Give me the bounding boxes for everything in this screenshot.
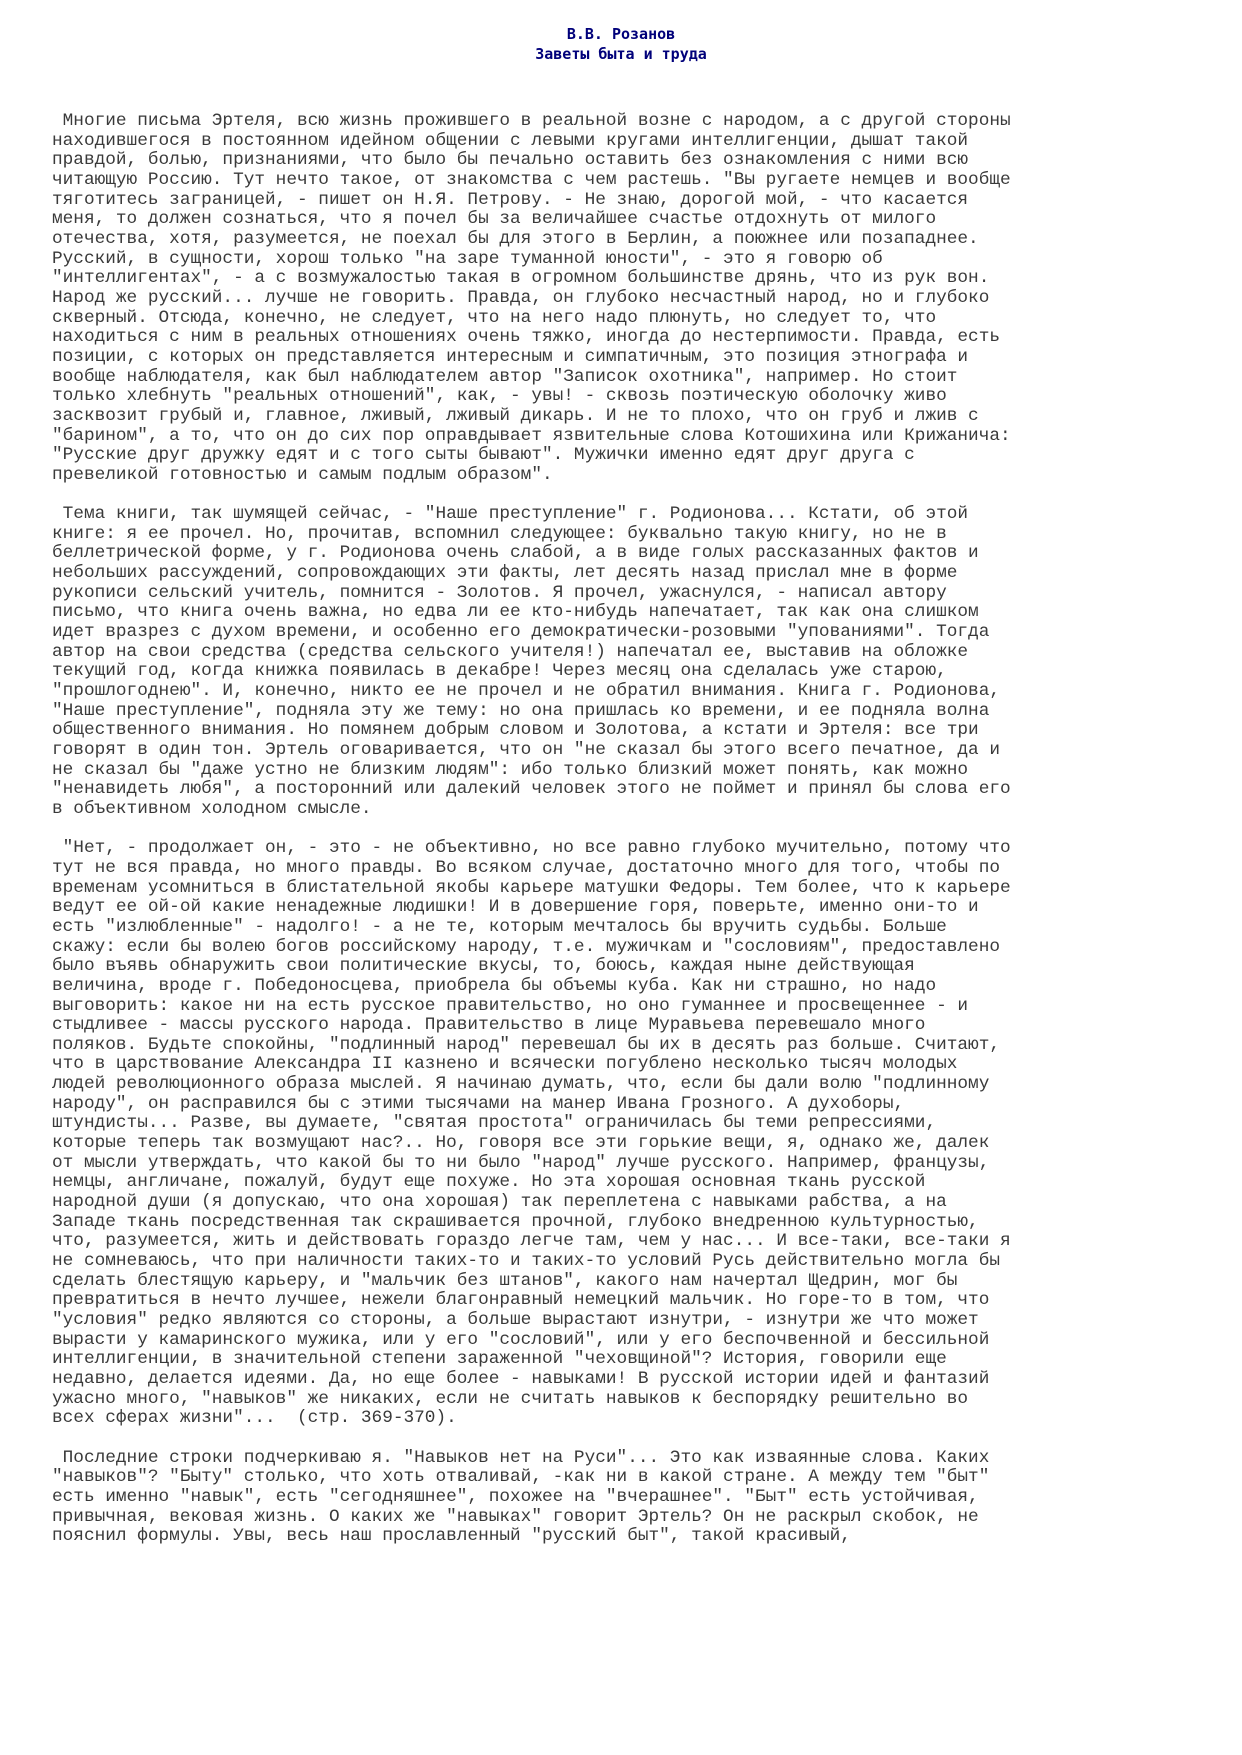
text-line: текущий год, когда книжка появилась в декабре! Через месяц она сделалась уже старою, bbox=[52, 661, 947, 682]
text-line: Народ же русский... лучше не говорить. Правда, он глубоко несчастный народ, но и глубоко bbox=[52, 287, 990, 308]
text-line: "Нет, - продолжает он, - это - не объективно, но все равно глубоко мучительно, потому что bbox=[52, 838, 1011, 859]
text-line: ведут ее ой-ой какие ненадежные людишки! И в довершение горя, поверьте, именно они-то и bbox=[52, 897, 979, 918]
text-line: величина, вроде г. Победоносцева, приобрела бы объемы куба. Как ни страшно, но надо bbox=[52, 975, 937, 996]
text-line: тяготитесь заграницей, - пишет он Н.Я. Петрову. - Не знаю, дорогой мой, - что касается bbox=[52, 189, 969, 210]
text-line: народу", он расправился бы с этими тысячами на манер Ивана Грозного. А духоборы, bbox=[52, 1093, 905, 1114]
text-line: превеликой готовностью и самым подлым образом". bbox=[52, 464, 553, 485]
text-line: не сомневаюсь, что при наличности таких-то и таких-то условий Русь действительно могла бы bbox=[52, 1251, 1001, 1272]
text-line: беллетрической форме, у г. Родионова очень слабой, а в виде голых рассказанных фактов и bbox=[52, 543, 979, 564]
text-line: только хлебнуть "реальных отношений", как, - увы! - сквозь поэтическую оболочку живо bbox=[52, 386, 947, 407]
text-line: находившегося в постоянном идейном общении с левыми кругами интеллигенции, дышат такой bbox=[52, 130, 969, 151]
text-line: стыдливее - массы русского народа. Правительство в лице Муравьева перевешало много bbox=[52, 1015, 926, 1036]
text-line: вырасти у камаринского мужика, или у его "сословий", или у его беспочвенной и бессильной bbox=[52, 1329, 990, 1350]
text-line: вообще наблюдателя, как был наблюдателем автор "Записок охотника", например. Но стоит bbox=[52, 366, 958, 387]
text-line: "Русские друг дружку едят и с того сыты бывают". Мужички именно едят друг друга с bbox=[52, 445, 915, 466]
text-line: что в царствование Александра II казнено и всячески погублено несколько тысяч молодых bbox=[52, 1054, 958, 1075]
text-line: тут не вся правда, но много правды. Во всяком случае, достаточно много для того, чтобы по bbox=[52, 857, 1001, 878]
text-line: Западе ткань посредственная так скрашивается прочной, глубоко внедренною культурностью, bbox=[52, 1211, 979, 1232]
text-line: "прошлогоднею". И, конечно, никто ее не прочел и не обратил внимания. Книга г. Родионова, bbox=[52, 681, 1001, 702]
text-line: интеллигенции, в значительной степени зараженной "чеховщиной"? История, говорили еще bbox=[52, 1349, 947, 1370]
text-line: письмо, что книга очень важна, но едва ли ее кто-нибудь напечатает, так как она слишком bbox=[52, 602, 979, 623]
text-line: людей революционного образа мыслей. Я начинаю думать, что, если бы дали волю "подлинному bbox=[52, 1074, 990, 1095]
text-line: Тема книги, так шумящей сейчас, - "Наше преступление" г. Родионова... Кстати, об этой bbox=[52, 504, 969, 525]
text-line: всех сферах жизни"... (стр. 369-370). bbox=[52, 1408, 457, 1429]
paragraph bbox=[52, 505, 1212, 820]
text-line: временам усомниться в блистательной якобы карьере матушки Федоры. Тем более, что к карьере bbox=[52, 877, 1011, 898]
text-line: сделать блестящую карьеру, и "мальчик без штанов", какого нам начертал Щедрин, мог бы bbox=[52, 1270, 958, 1291]
text-line: выговорить: какое ни на есть русское правительство, но оно гуманнее и просвещеннее - и bbox=[52, 995, 969, 1016]
text-line: привычная, вековая жизнь. О каких же "навыках" говорит Эртель? Он не раскрыл скобок, не bbox=[52, 1506, 979, 1527]
text-line: меня, то должен сознаться, что я почел бы за величайшее счастье отдохнуть от милого bbox=[52, 209, 937, 230]
text-line: читающую Россию. Тут нечто такое, от знакомства с чем растешь. "Вы ругаете немцев и вообще bbox=[52, 169, 1011, 190]
text-line: пояснил формулы. Увы, весь наш прославленный "русский быт", такой красивый, bbox=[52, 1526, 851, 1547]
text-line: Последние строки подчеркиваю я. "Навыков нет на Руси"... Это как изваянные слова. Каких bbox=[52, 1447, 990, 1468]
text-line: "Наше преступление", подняла эту же тему: но она пришлась ко времени, и ее подняла волна bbox=[52, 700, 990, 721]
document-header bbox=[0, 24, 1242, 64]
text-line: было въявь обнаружить свои политические вкусы, то, боюсь, каждая ныне действующая bbox=[52, 956, 915, 977]
text-line: превратиться в нечто лучшее, нежели благонравный немецкий мальчик. Но горе-то в том, что bbox=[52, 1290, 990, 1311]
text-line: позиции, с которых он представляется интересным и симпатичным, это позиция этнографа и bbox=[52, 346, 969, 367]
text-line: Многие письма Эртеля, всю жизнь прожившего в реальной возне с народом, а с другой стороны bbox=[52, 111, 1011, 131]
document-body bbox=[52, 112, 1212, 1567]
text-line: "навыков"? "Быту" столько, что хоть отваливай, -как ни в какой стране. А между тем "быт" bbox=[52, 1467, 990, 1488]
text-line: "условия" редко являются со стороны, а больше вырастают изнутри, - изнутри же что может bbox=[52, 1310, 979, 1330]
paragraph bbox=[52, 839, 1212, 1429]
text-line: автор на свои средства (средства сельского учителя!) напечатал ее, выставив на обложке bbox=[52, 641, 969, 662]
text-line: штундисты... Разве, вы думаете, "святая простота" ограничилась бы теми репрессиями, bbox=[52, 1113, 937, 1134]
text-line: говорят в один тон. Эртель оговаривается, что он "не сказал бы этого всего печатное, да и bbox=[52, 739, 1001, 760]
text-line: есть именно "навык", есть "сегодняшнее", похожее на "вчерашнее". "Быт" есть устойчивая, bbox=[52, 1486, 979, 1507]
text-line: книге: я ее прочел. Но, прочитав, вспомнил следующее: буквально такую книгу, но не в bbox=[52, 523, 947, 544]
text-line: скажу: если бы волею богов российскому народу, т.е. мужичкам и "сословиям", предоставлено bbox=[52, 936, 1001, 957]
text-line: идет вразрез с духом времени, и особенно его демократически-розовыми "упованиями". Тогда bbox=[52, 622, 990, 643]
text-line: "интеллигентах", - а с возмужалостью такая в огромном большинстве дрянь, что из рук вон. bbox=[52, 268, 990, 289]
document-title: Заветы быта и труда bbox=[535, 45, 707, 63]
text-line: находиться с ним в реальных отношениях очень тяжко, иногда до нестерпимости. Правда, есть bbox=[52, 327, 1001, 348]
paragraph bbox=[52, 1449, 1212, 1547]
paragraph bbox=[52, 112, 1212, 485]
text-line: немцы, англичане, пожалуй, будут еще похуже. Но эта хорошая основная ткань русской bbox=[52, 1172, 926, 1193]
text-line: рукописи сельский учитель, помнится - Золотов. Я прочел, ужаснулся, - написал автору bbox=[52, 582, 947, 603]
text-line: "барином", а то, что он до сих пор оправдывает язвительные слова Котошихина или Крижанича: bbox=[52, 425, 1011, 446]
text-line: от мысли утверждать, что какой бы то ни было "народ" лучше русского. Например, французы, bbox=[52, 1152, 990, 1173]
text-line: небольших рассуждений, сопровождающих эти факты, лет десять назад прислал мне в форме bbox=[52, 563, 958, 584]
text-line: правдой, болью, признаниями, что было бы печально оставить без ознакомления с ними всю bbox=[52, 150, 969, 171]
text-line: в объективном холодном смысле. bbox=[52, 798, 372, 819]
text-line: общественного внимания. Но помянем добрым словом и Золотова, а кстати и Эртеля: все три bbox=[52, 720, 979, 741]
text-line: недавно, делается идеями. Да, но еще более - навыками! В русской истории идей и фантазий bbox=[52, 1368, 990, 1389]
text-line: есть "излюбленные" - надолго! - а не те, которым мечталось бы вручить судьбы. Больше bbox=[52, 916, 947, 937]
text-line: скверный. Отсюда, конечно, не следует, что на него надо плюнуть, но следует то, что bbox=[52, 307, 937, 328]
text-line: поляков. Будьте спокойны, "подлинный народ" перевешал бы их в десять раз больше. Считают, bbox=[52, 1034, 1001, 1055]
text-line: которые теперь так возмущают нас?.. Но, говоря все эти горькие вещи, я, однако же, далек bbox=[52, 1133, 990, 1154]
text-line: народной души (я допускаю, что она хорошая) так переплетена с навыками рабства, а на bbox=[52, 1192, 947, 1213]
text-line: Русский, в сущности, хорош только "на заре туманной юности", - это я говорю об bbox=[52, 248, 883, 269]
text-line: ужасно много, "навыков" же никаких, если не считать навыков к беспорядку решительно во bbox=[52, 1388, 969, 1409]
author-name: В.В. Розанов bbox=[566, 25, 676, 43]
text-line: отечества, хотя, разумеется, не поехал бы для этого в Берлин, а поюжнее или позападнее. bbox=[52, 228, 979, 249]
text-line: "ненавидеть любя", а посторонний или далекий человек этого не поймет и принял бы слова его bbox=[52, 779, 1011, 800]
text-line: засквозит грубый и, главное, лживый, лживый дикарь. И не то плохо, что он груб и лжив с bbox=[52, 405, 979, 426]
text-line: что, разумеется, жить и действовать гораздо легче там, чем у нас... И все-таки, все-таки я bbox=[52, 1231, 1011, 1252]
text-line: не сказал бы "даже устно не близким людям": ибо только близкий может понять, как можно bbox=[52, 759, 969, 780]
